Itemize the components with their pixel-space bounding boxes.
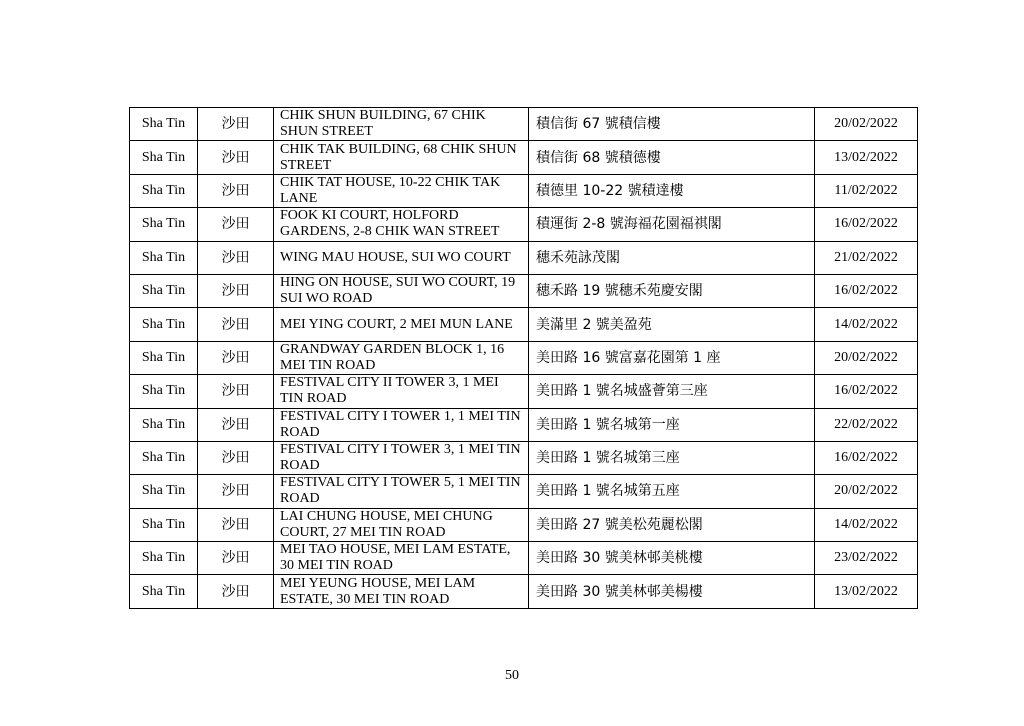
district-en-cell: Sha Tin bbox=[130, 441, 198, 474]
district-en-cell: Sha Tin bbox=[130, 241, 198, 274]
date-cell: 20/02/2022 bbox=[815, 108, 918, 141]
district-zh-cell: 沙田 bbox=[198, 241, 274, 274]
address-en-cell: FESTIVAL CITY I TOWER 1, 1 MEI TIN ROAD bbox=[274, 408, 529, 441]
district-zh-cell: 沙田 bbox=[198, 108, 274, 141]
address-zh-cell: 美田路 30 號美林邨美楊樓 bbox=[529, 575, 815, 608]
district-en-cell: Sha Tin bbox=[130, 542, 198, 575]
address-en-cell: MEI YING COURT, 2 MEI MUN LANE bbox=[274, 308, 529, 341]
table-row bbox=[130, 475, 918, 508]
district-zh-cell: 沙田 bbox=[198, 174, 274, 207]
district-zh-cell: 沙田 bbox=[198, 308, 274, 341]
district-zh-cell: 沙田 bbox=[198, 475, 274, 508]
address-zh-cell: 穗禾苑詠茂閣 bbox=[529, 241, 815, 274]
district-en-cell: Sha Tin bbox=[130, 408, 198, 441]
date-cell: 13/02/2022 bbox=[815, 141, 918, 174]
district-en-cell: Sha Tin bbox=[130, 575, 198, 608]
address-zh-cell: 美田路 30 號美林邨美桃樓 bbox=[529, 542, 815, 575]
table-row bbox=[130, 308, 918, 341]
table-row bbox=[130, 208, 918, 241]
address-en-cell: FESTIVAL CITY II TOWER 3, 1 MEI TIN ROAD bbox=[274, 375, 529, 408]
address-zh-cell: 穗禾路 19 號穗禾苑慶安閣 bbox=[529, 274, 815, 307]
date-cell: 20/02/2022 bbox=[815, 341, 918, 374]
address-zh-cell: 積德里 10-22 號積達樓 bbox=[529, 174, 815, 207]
table-row bbox=[130, 508, 918, 541]
date-cell: 16/02/2022 bbox=[815, 375, 918, 408]
district-zh-cell: 沙田 bbox=[198, 508, 274, 541]
address-table bbox=[129, 107, 918, 609]
address-en-cell: FESTIVAL CITY I TOWER 5, 1 MEI TIN ROAD bbox=[274, 475, 529, 508]
address-zh-cell: 積運街 2-8 號海福花園福祺閣 bbox=[529, 208, 815, 241]
address-en-cell: FESTIVAL CITY I TOWER 3, 1 MEI TIN ROAD bbox=[274, 441, 529, 474]
date-cell: 14/02/2022 bbox=[815, 308, 918, 341]
address-zh-cell: 美田路 27 號美松苑麗松閣 bbox=[529, 508, 815, 541]
address-zh-cell: 美田路 1 號名城第一座 bbox=[529, 408, 815, 441]
date-cell: 16/02/2022 bbox=[815, 208, 918, 241]
district-zh-cell: 沙田 bbox=[198, 375, 274, 408]
district-zh-cell: 沙田 bbox=[198, 441, 274, 474]
address-en-cell: MEI YEUNG HOUSE, MEI LAM ESTATE, 30 MEI TIN ROAD bbox=[274, 575, 529, 608]
district-zh-cell: 沙田 bbox=[198, 274, 274, 307]
address-en-cell: CHIK TAT HOUSE, 10-22 CHIK TAK LANE bbox=[274, 174, 529, 207]
date-cell: 14/02/2022 bbox=[815, 508, 918, 541]
address-en-cell: MEI TAO HOUSE, MEI LAM ESTATE, 30 MEI TIN ROAD bbox=[274, 542, 529, 575]
table-row bbox=[130, 341, 918, 374]
table-row bbox=[130, 108, 918, 141]
date-cell: 13/02/2022 bbox=[815, 575, 918, 608]
address-en-cell: WING MAU HOUSE, SUI WO COURT bbox=[274, 241, 529, 274]
table-row bbox=[130, 408, 918, 441]
address-zh-cell: 美田路 1 號名城盛薈第三座 bbox=[529, 375, 815, 408]
district-en-cell: Sha Tin bbox=[130, 174, 198, 207]
address-zh-cell: 美滿里 2 號美盈苑 bbox=[529, 308, 815, 341]
table-row bbox=[130, 241, 918, 274]
date-cell: 21/02/2022 bbox=[815, 241, 918, 274]
address-zh-cell: 美田路 1 號名城第三座 bbox=[529, 441, 815, 474]
address-en-cell: GRANDWAY GARDEN BLOCK 1, 16 MEI TIN ROAD bbox=[274, 341, 529, 374]
district-en-cell: Sha Tin bbox=[130, 308, 198, 341]
district-en-cell: Sha Tin bbox=[130, 108, 198, 141]
address-zh-cell: 積信街 68 號積德樓 bbox=[529, 141, 815, 174]
table-row bbox=[130, 141, 918, 174]
table-row bbox=[130, 441, 918, 474]
district-zh-cell: 沙田 bbox=[198, 408, 274, 441]
address-en-cell: HING ON HOUSE, SUI WO COURT, 19 SUI WO ROAD bbox=[274, 274, 529, 307]
address-zh-cell: 美田路 16 號富嘉花園第 1 座 bbox=[529, 341, 815, 374]
table-body bbox=[130, 108, 918, 609]
table-row bbox=[130, 375, 918, 408]
address-zh-cell: 積信街 67 號積信樓 bbox=[529, 108, 815, 141]
table-row bbox=[130, 274, 918, 307]
address-en-cell: CHIK SHUN BUILDING, 67 CHIK SHUN STREET bbox=[274, 108, 529, 141]
district-zh-cell: 沙田 bbox=[198, 141, 274, 174]
district-zh-cell: 沙田 bbox=[198, 542, 274, 575]
page-number: 50 bbox=[505, 668, 519, 683]
date-cell: 11/02/2022 bbox=[815, 174, 918, 207]
address-zh-cell: 美田路 1 號名城第五座 bbox=[529, 475, 815, 508]
district-zh-cell: 沙田 bbox=[198, 575, 274, 608]
address-en-cell: FOOK KI COURT, HOLFORD GARDENS, 2-8 CHIK WAN STREET bbox=[274, 208, 529, 241]
date-cell: 16/02/2022 bbox=[815, 274, 918, 307]
date-cell: 20/02/2022 bbox=[815, 475, 918, 508]
date-cell: 22/02/2022 bbox=[815, 408, 918, 441]
district-en-cell: Sha Tin bbox=[130, 208, 198, 241]
district-en-cell: Sha Tin bbox=[130, 141, 198, 174]
district-zh-cell: 沙田 bbox=[198, 208, 274, 241]
date-cell: 23/02/2022 bbox=[815, 542, 918, 575]
district-zh-cell: 沙田 bbox=[198, 341, 274, 374]
date-cell: 16/02/2022 bbox=[815, 441, 918, 474]
table-row bbox=[130, 174, 918, 207]
district-en-cell: Sha Tin bbox=[130, 375, 198, 408]
table-row bbox=[130, 542, 918, 575]
address-en-cell: LAI CHUNG HOUSE, MEI CHUNG COURT, 27 MEI TIN ROAD bbox=[274, 508, 529, 541]
address-en-cell: CHIK TAK BUILDING, 68 CHIK SHUN STREET bbox=[274, 141, 529, 174]
district-en-cell: Sha Tin bbox=[130, 475, 198, 508]
district-en-cell: Sha Tin bbox=[130, 341, 198, 374]
table-row bbox=[130, 575, 918, 608]
district-en-cell: Sha Tin bbox=[130, 508, 198, 541]
district-en-cell: Sha Tin bbox=[130, 274, 198, 307]
